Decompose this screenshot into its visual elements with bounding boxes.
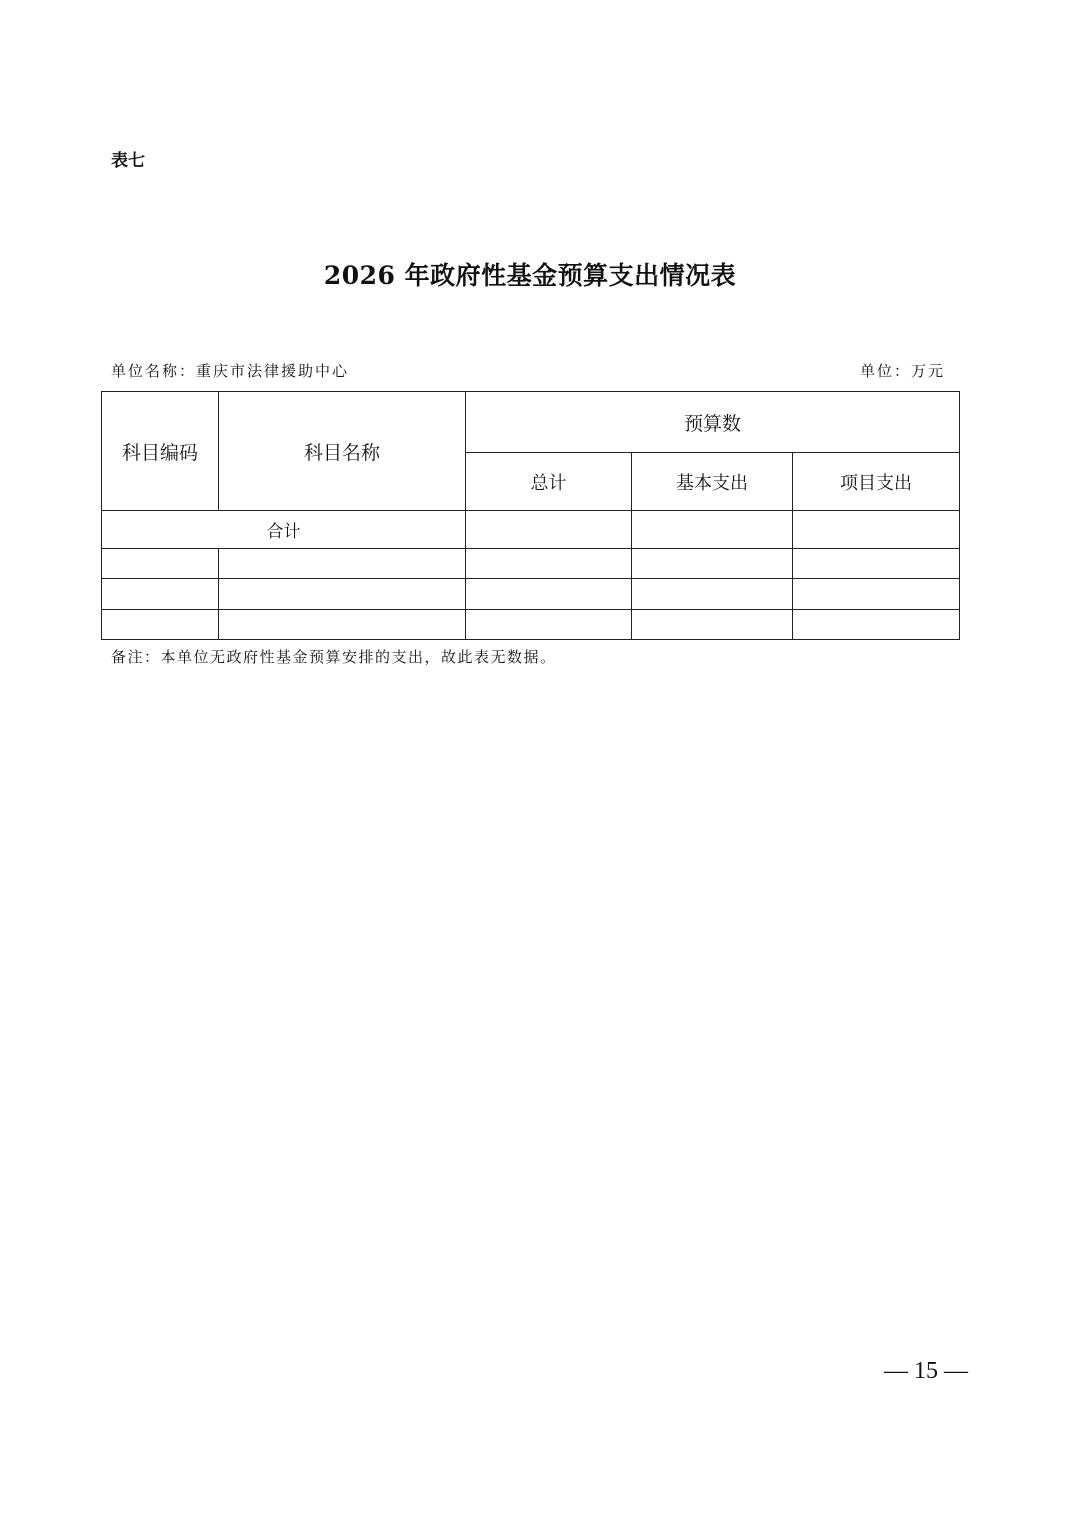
total-project-cell xyxy=(793,511,960,549)
code-cell xyxy=(102,610,219,640)
page-number: — 15 — xyxy=(884,1358,968,1384)
project-cell xyxy=(793,549,960,579)
total-basic-cell xyxy=(632,511,793,549)
basic-cell xyxy=(632,549,793,579)
total-cell xyxy=(466,579,632,610)
header-project: 项目支出 xyxy=(793,453,960,511)
table-label: 表七 xyxy=(111,151,145,171)
basic-cell xyxy=(632,610,793,640)
name-cell xyxy=(219,579,466,610)
basic-cell xyxy=(632,579,793,610)
budget-table xyxy=(101,391,960,640)
table-row xyxy=(102,579,960,610)
footnote: 备注：本单位无政府性基金预算安排的支出，故此表无数据。 xyxy=(111,648,557,666)
total-total-cell xyxy=(466,511,632,549)
header-name: 科目名称 xyxy=(219,392,466,511)
project-cell xyxy=(793,610,960,640)
total-row xyxy=(102,511,960,549)
table-row xyxy=(102,549,960,579)
header-total: 总计 xyxy=(466,453,632,511)
table-row xyxy=(102,610,960,640)
header-basic: 基本支出 xyxy=(632,453,793,511)
unit-label: 单位：万元 xyxy=(860,362,946,380)
code-cell xyxy=(102,549,219,579)
total-cell xyxy=(466,549,632,579)
document-title: 2026 年政府性基金预算支出情况表 xyxy=(323,261,737,290)
unit-name: 单位名称：重庆市法律援助中心 xyxy=(111,362,350,380)
name-cell xyxy=(219,549,466,579)
header-budget: 预算数 xyxy=(466,392,960,453)
name-cell xyxy=(219,610,466,640)
total-cell xyxy=(466,610,632,640)
header-code: 科目编码 xyxy=(102,392,219,511)
code-cell xyxy=(102,579,219,610)
header-row-top xyxy=(102,392,960,453)
project-cell xyxy=(793,579,960,610)
total-label: 合计 xyxy=(102,511,466,549)
